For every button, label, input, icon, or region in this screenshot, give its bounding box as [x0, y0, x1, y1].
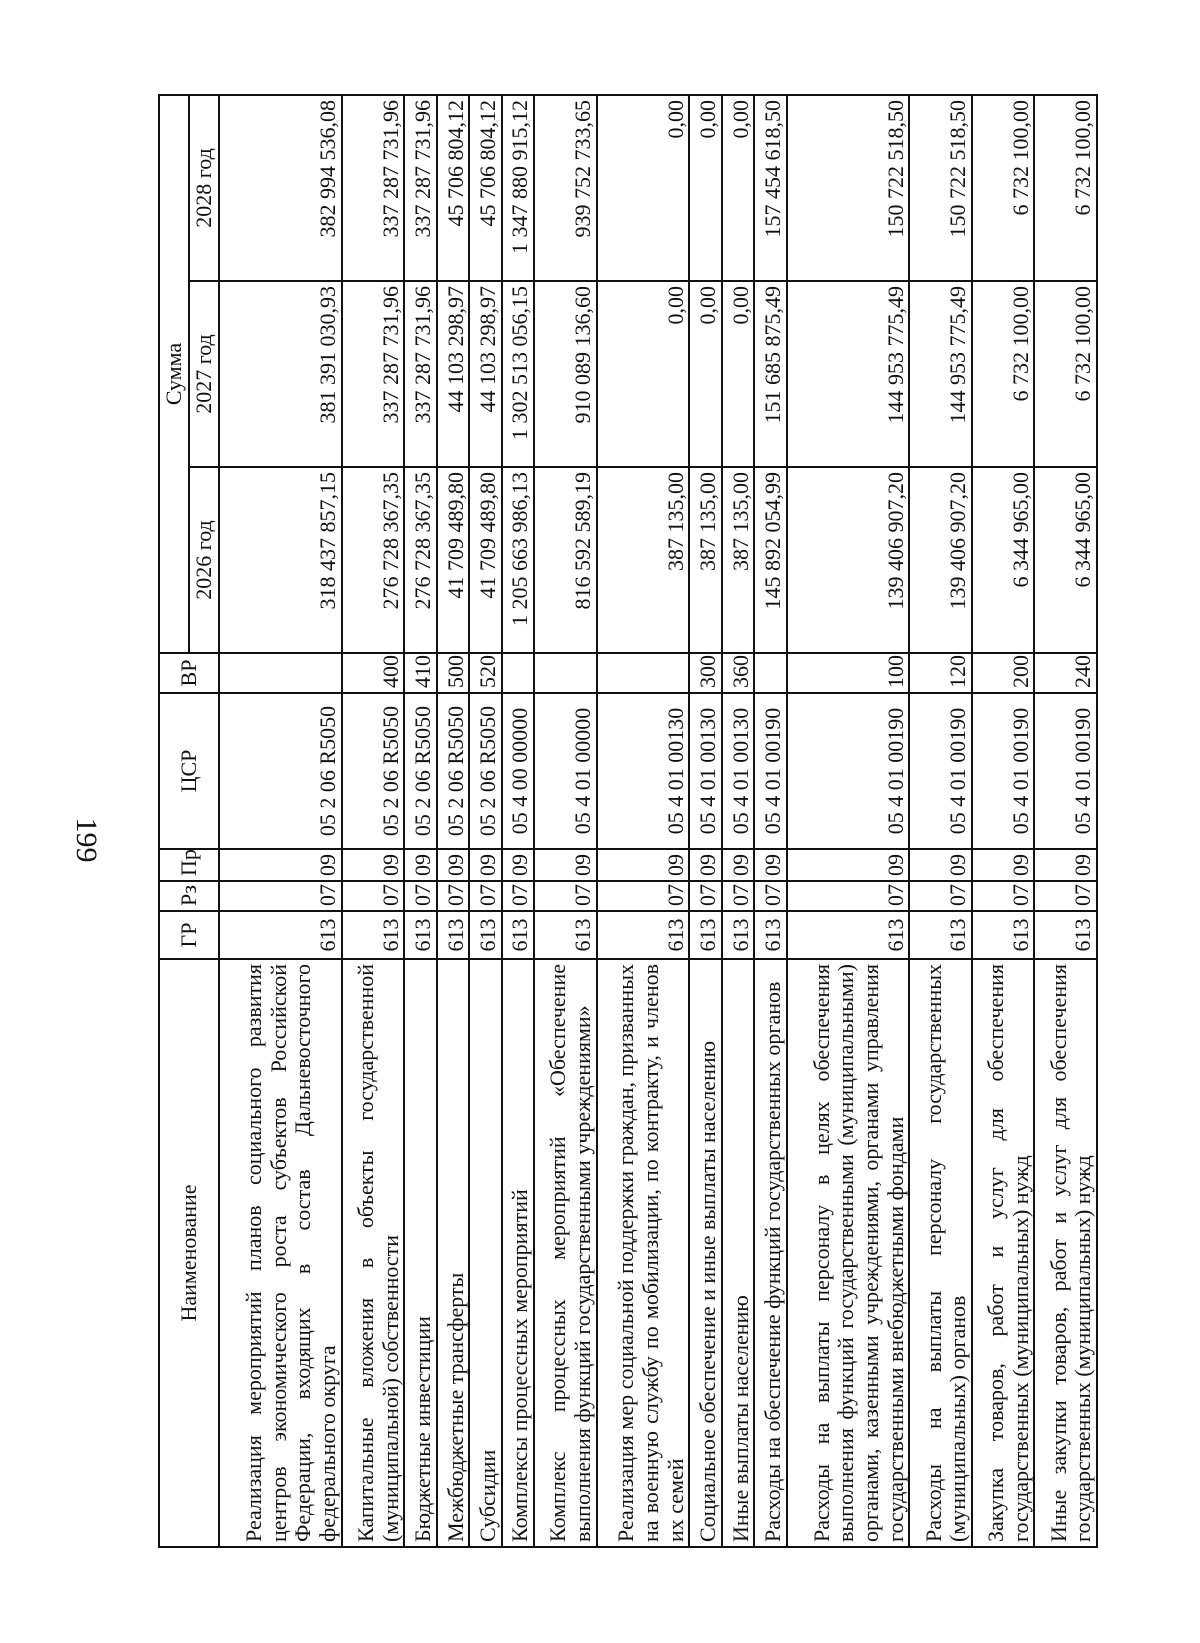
- table-row: [219, 95, 342, 1547]
- cell-rz: 07: [754, 881, 786, 911]
- table-body: [219, 95, 1097, 1547]
- cell-gr: 613: [754, 911, 786, 959]
- cell-vr: [534, 653, 597, 693]
- cell-2028: 45 706 804,12: [469, 95, 501, 281]
- cell-name: Иные выплаты населению: [722, 959, 754, 1547]
- cell-csr: 05 4 01 00190: [1034, 693, 1097, 849]
- cell-2027: 151 685 875,49: [754, 281, 786, 467]
- cell-pr: 09: [437, 849, 469, 881]
- cell-csr: 05 2 06 R5050: [342, 693, 405, 849]
- cell-pr: 09: [404, 849, 436, 881]
- cell-vr: [597, 653, 690, 693]
- cell-2027: 381 391 030,93: [219, 281, 342, 467]
- header-name: Наименование: [159, 959, 219, 1547]
- cell-2027: 0,00: [722, 281, 754, 467]
- cell-csr: 05 4 01 00000: [534, 693, 597, 849]
- header-csr: ЦСР: [159, 693, 219, 849]
- header-year-2026: 2026 год: [189, 467, 219, 653]
- cell-gr: 613: [534, 911, 597, 959]
- cell-vr: [219, 653, 342, 693]
- cell-pr: 09: [754, 849, 786, 881]
- cell-2027: 0,00: [597, 281, 690, 467]
- cell-rz: 07: [342, 881, 405, 911]
- cell-csr: 05 4 00 00000: [502, 693, 534, 849]
- cell-2028: 150 722 518,50: [787, 95, 910, 281]
- cell-2027: 44 103 298,97: [469, 281, 501, 467]
- table-row: [787, 95, 910, 1547]
- table-row: [404, 95, 436, 1547]
- cell-vr: 360: [722, 653, 754, 693]
- cell-2028: 45 706 804,12: [437, 95, 469, 281]
- cell-pr: 09: [1034, 849, 1097, 881]
- table-row: [689, 95, 721, 1547]
- cell-2028: 0,00: [689, 95, 721, 281]
- cell-2026: 387 135,00: [597, 467, 690, 653]
- table-row: [534, 95, 597, 1547]
- cell-2026: 6 344 965,00: [972, 467, 1035, 653]
- cell-2027: 144 953 775,49: [909, 281, 972, 467]
- cell-rz: 07: [404, 881, 436, 911]
- page-number: 199: [70, 817, 103, 863]
- rotated-table-frame: [158, 96, 1098, 1548]
- cell-2027: 44 103 298,97: [437, 281, 469, 467]
- table-row: [754, 95, 786, 1547]
- cell-csr: 05 2 06 R5050: [404, 693, 436, 849]
- cell-gr: 613: [1034, 911, 1097, 959]
- cell-rz: 07: [689, 881, 721, 911]
- cell-pr: 09: [722, 849, 754, 881]
- cell-vr: 100: [787, 653, 910, 693]
- cell-2027: 337 287 731,96: [404, 281, 436, 467]
- cell-name: Социальное обеспечение и иные выплаты населению: [689, 959, 721, 1547]
- header-year-2028: 2028 год: [189, 95, 219, 281]
- cell-2026: 387 135,00: [689, 467, 721, 653]
- cell-2026: 387 135,00: [722, 467, 754, 653]
- cell-gr: 613: [909, 911, 972, 959]
- cell-csr: 05 4 01 00190: [787, 693, 910, 849]
- cell-csr: 05 4 01 00190: [972, 693, 1035, 849]
- cell-rz: 07: [469, 881, 501, 911]
- cell-rz: 07: [972, 881, 1035, 911]
- table-row: [909, 95, 972, 1547]
- cell-2028: 6 732 100,00: [972, 95, 1035, 281]
- cell-name: Иные закупки товаров, работ и услуг для обеспечения государственных (муниципальных) нужд: [1034, 959, 1097, 1547]
- cell-2026: 816 592 589,19: [534, 467, 597, 653]
- cell-gr: 613: [597, 911, 690, 959]
- cell-rz: 07: [437, 881, 469, 911]
- cell-name: Субсидии: [469, 959, 501, 1547]
- table-row: [597, 95, 690, 1547]
- cell-2027: 1 302 513 056,15: [502, 281, 534, 467]
- cell-name: Расходы на обеспечение функций государственных органов: [754, 959, 786, 1547]
- cell-2026: 41 709 489,80: [437, 467, 469, 653]
- cell-vr: 120: [909, 653, 972, 693]
- cell-2026: 276 728 367,35: [404, 467, 436, 653]
- cell-2027: 6 732 100,00: [1034, 281, 1097, 467]
- cell-vr: 520: [469, 653, 501, 693]
- cell-gr: 613: [437, 911, 469, 959]
- cell-2027: 144 953 775,49: [787, 281, 910, 467]
- cell-gr: 613: [469, 911, 501, 959]
- header-gr: ГР: [159, 911, 219, 959]
- cell-vr: 400: [342, 653, 405, 693]
- cell-pr: 09: [972, 849, 1035, 881]
- cell-name: Расходы на выплаты персоналу государственных (муниципальных) органов: [909, 959, 972, 1547]
- cell-2028: 337 287 731,96: [342, 95, 405, 281]
- table-row: [469, 95, 501, 1547]
- cell-2026: 276 728 367,35: [342, 467, 405, 653]
- budget-table: [158, 94, 1098, 1548]
- cell-vr: 200: [972, 653, 1035, 693]
- cell-vr: [754, 653, 786, 693]
- cell-name: Межбюджетные трансферты: [437, 959, 469, 1547]
- cell-pr: 09: [534, 849, 597, 881]
- cell-pr: 09: [689, 849, 721, 881]
- cell-2028: 0,00: [597, 95, 690, 281]
- table-row: [972, 95, 1035, 1547]
- cell-pr: 09: [502, 849, 534, 881]
- cell-2027: 910 089 136,60: [534, 281, 597, 467]
- cell-2027: 6 732 100,00: [972, 281, 1035, 467]
- cell-csr: 05 4 01 00130: [689, 693, 721, 849]
- cell-vr: [502, 653, 534, 693]
- cell-csr: 05 2 06 R5050: [219, 693, 342, 849]
- cell-csr: 05 4 01 00190: [754, 693, 786, 849]
- table-header: [159, 95, 219, 1547]
- cell-2028: 337 287 731,96: [404, 95, 436, 281]
- cell-csr: 05 4 01 00130: [597, 693, 690, 849]
- cell-name: Комплекс процессных мероприятий «Обеспечение выполнения функций государственными учреждениями»: [534, 959, 597, 1547]
- header-rz: Рз: [159, 881, 219, 911]
- cell-name: Расходы на выплаты персоналу в целях обеспечения выполнения функций государственными (муниципальными) органами, казенными учреждениями, органами управления государственными внебюджетными фондами: [787, 959, 910, 1547]
- cell-vr: 410: [404, 653, 436, 693]
- table-row: [437, 95, 469, 1547]
- header-year-2027: 2027 год: [189, 281, 219, 467]
- cell-name: Бюджетные инвестиции: [404, 959, 436, 1547]
- cell-2028: 382 994 536,08: [219, 95, 342, 281]
- cell-gr: 613: [404, 911, 436, 959]
- cell-name: Закупка товаров, работ и услуг для обеспечения государственных (муниципальных) нужд: [972, 959, 1035, 1547]
- cell-pr: 09: [219, 849, 342, 881]
- cell-rz: 07: [722, 881, 754, 911]
- cell-csr: 05 4 01 00130: [722, 693, 754, 849]
- table-row: [1034, 95, 1097, 1547]
- cell-2026: 318 437 857,15: [219, 467, 342, 653]
- table-row: [502, 95, 534, 1547]
- cell-name: Реализация мероприятий планов социального развития центров экономического роста субъектов Российской Федерации, входящих в состав Дальневосточного федерального округа: [219, 959, 342, 1547]
- header-pr: Пр: [159, 849, 219, 881]
- cell-pr: 09: [469, 849, 501, 881]
- cell-rz: 07: [787, 881, 910, 911]
- cell-2026: 1 205 663 986,13: [502, 467, 534, 653]
- cell-2027: 337 287 731,96: [342, 281, 405, 467]
- cell-csr: 05 2 06 R5050: [437, 693, 469, 849]
- cell-rz: 07: [534, 881, 597, 911]
- cell-rz: 07: [597, 881, 690, 911]
- cell-2026: 41 709 489,80: [469, 467, 501, 653]
- cell-pr: 09: [787, 849, 910, 881]
- cell-name: Капитальные вложения в объекты государственной (муниципальной) собственности: [342, 959, 405, 1547]
- cell-vr: 240: [1034, 653, 1097, 693]
- cell-pr: 09: [909, 849, 972, 881]
- cell-2026: 145 892 054,99: [754, 467, 786, 653]
- cell-pr: 09: [342, 849, 405, 881]
- cell-csr: 05 4 01 00190: [909, 693, 972, 849]
- cell-gr: 613: [689, 911, 721, 959]
- cell-rz: 07: [1034, 881, 1097, 911]
- cell-name: Комплексы процессных мероприятий: [502, 959, 534, 1547]
- cell-2028: 6 732 100,00: [1034, 95, 1097, 281]
- cell-2028: 939 752 733,65: [534, 95, 597, 281]
- cell-gr: 613: [502, 911, 534, 959]
- cell-2028: 0,00: [722, 95, 754, 281]
- cell-2028: 157 454 618,50: [754, 95, 786, 281]
- cell-rz: 07: [219, 881, 342, 911]
- cell-name: Реализация мер социальной поддержки граждан, призванных на военную службу по мобилизации, по контракту, и членов их семей: [597, 959, 690, 1547]
- cell-pr: 09: [597, 849, 690, 881]
- cell-gr: 613: [722, 911, 754, 959]
- cell-vr: 500: [437, 653, 469, 693]
- cell-csr: 05 2 06 R5050: [469, 693, 501, 849]
- cell-rz: 07: [502, 881, 534, 911]
- cell-gr: 613: [787, 911, 910, 959]
- cell-vr: 300: [689, 653, 721, 693]
- cell-rz: 07: [909, 881, 972, 911]
- cell-gr: 613: [972, 911, 1035, 959]
- cell-2026: 6 344 965,00: [1034, 467, 1097, 653]
- cell-2028: 1 347 880 915,12: [502, 95, 534, 281]
- cell-2026: 139 406 907,20: [787, 467, 910, 653]
- table-row: [342, 95, 405, 1547]
- cell-2027: 0,00: [689, 281, 721, 467]
- cell-2026: 139 406 907,20: [909, 467, 972, 653]
- cell-2028: 150 722 518,50: [909, 95, 972, 281]
- cell-gr: 613: [219, 911, 342, 959]
- cell-gr: 613: [342, 911, 405, 959]
- header-sum: Сумма: [159, 95, 189, 653]
- table-row: [722, 95, 754, 1547]
- header-vr: ВР: [159, 653, 219, 693]
